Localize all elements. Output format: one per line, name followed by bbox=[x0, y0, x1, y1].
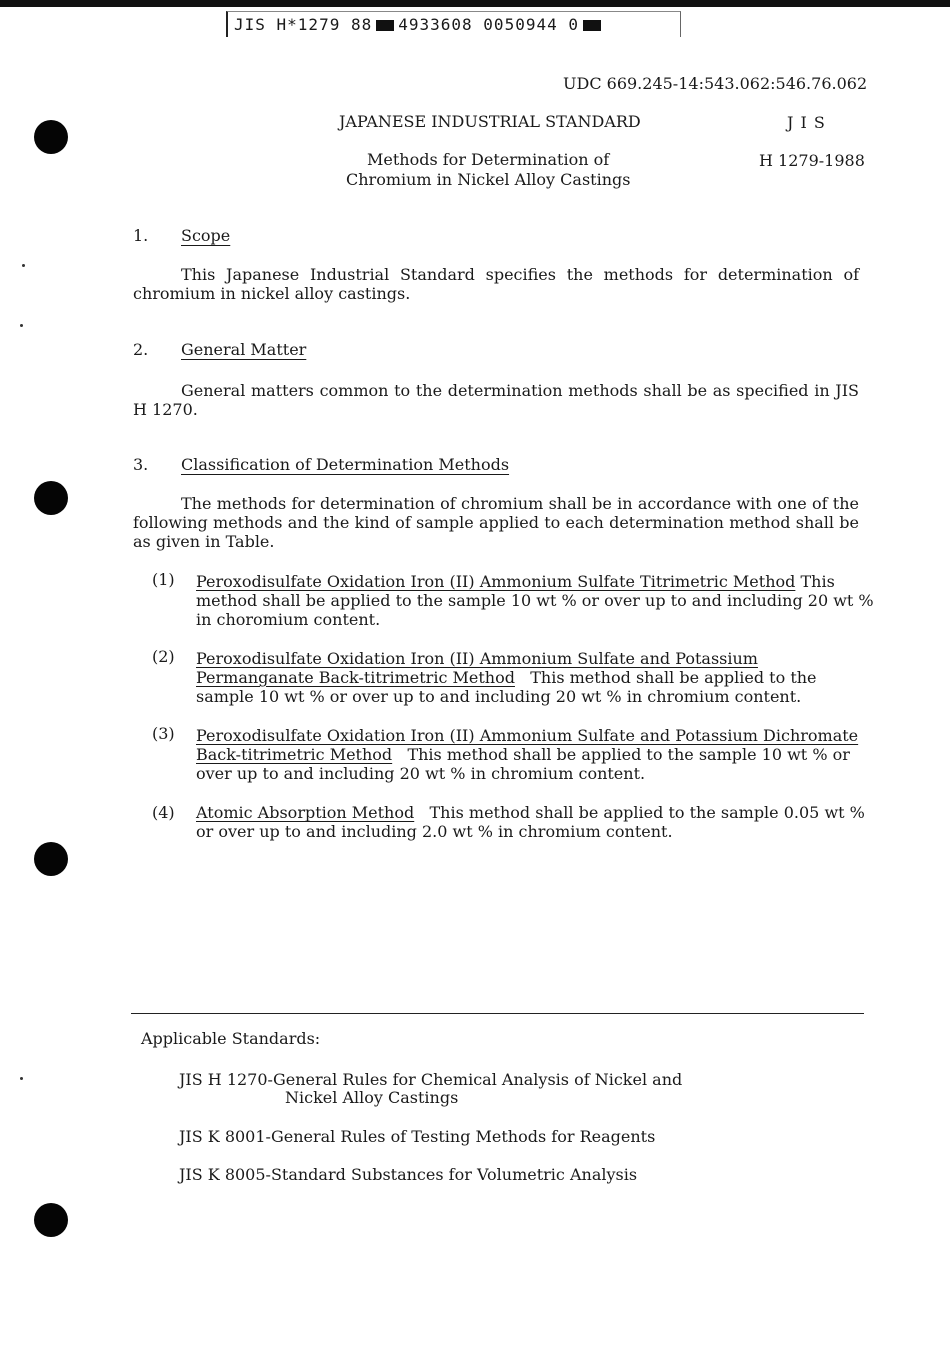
section-body bbox=[133, 265, 859, 303]
method-title: Peroxodisulfate Oxidation Iron (II) Ammonium Sulfate Titrimetric Method bbox=[196, 572, 796, 591]
applicable-standard: JIS K 8005-Standard Substances for Volumetric Analysis bbox=[179, 1165, 638, 1184]
punch-hole bbox=[34, 842, 68, 876]
scan-speck bbox=[22, 264, 25, 267]
section-heading-classification: Classification of Determination Methods bbox=[181, 455, 510, 474]
punch-hole bbox=[34, 481, 68, 515]
standard-title: JAPANESE INDUSTRIAL STANDARD bbox=[339, 112, 641, 131]
applicable-heading: Applicable Standards: bbox=[141, 1029, 321, 1048]
doc-title-line2: Chromium in Nickel Alloy Castings bbox=[346, 170, 631, 189]
method-title: Atomic Absorption Method bbox=[196, 803, 415, 822]
section-body bbox=[133, 381, 859, 419]
section-heading-scope: Scope bbox=[181, 226, 231, 245]
section-body-text: The methods for determination of chromium shall be in accordance with one of the following methods and the kind of sample applied to each determination method shall be as given in Table. bbox=[133, 494, 859, 551]
method-text: This method shall be applied to the sample 10 wt % or over up to and including 20 wt % in choromium content. bbox=[196, 572, 874, 629]
document-stamp bbox=[226, 11, 681, 37]
redaction-block bbox=[583, 20, 601, 31]
method-item bbox=[196, 572, 876, 629]
footnote-divider bbox=[131, 1013, 864, 1014]
scan-top-border bbox=[0, 0, 950, 7]
method-title: Peroxodisulfate Oxidation Iron (II) Ammonium Sulfate and Potassium Permanganate Back-titrimetric Method bbox=[196, 649, 758, 687]
redaction-block bbox=[376, 20, 394, 31]
section-body-text: This Japanese Industrial Standard specifies the methods for determination of chromium in nickel alloy castings. bbox=[133, 265, 859, 303]
doc-number: H 1279-1988 bbox=[759, 151, 865, 170]
method-number: (2) bbox=[152, 647, 175, 666]
scan-speck bbox=[20, 1077, 23, 1080]
punch-hole bbox=[34, 120, 68, 154]
method-text: This method shall be applied to the sample 0.05 wt % or over up to and including 2.0 wt % in chromium content. bbox=[196, 803, 865, 841]
section-number: 1. bbox=[133, 226, 149, 245]
udc-code: UDC 669.245-14:543.062:546.76.062 bbox=[563, 74, 868, 93]
method-item bbox=[196, 726, 876, 783]
method-number: (1) bbox=[152, 570, 175, 589]
punch-hole bbox=[34, 1203, 68, 1237]
section-body-text: General matters common to the determination methods shall be as specified in JIS H 1270. bbox=[133, 381, 859, 419]
method-text: This method shall be applied to the sample 10 wt % or over up to and including 20 wt % in chromium content. bbox=[196, 668, 817, 706]
stamp-prefix: JIS H*1279 88 bbox=[234, 15, 373, 34]
method-number: (3) bbox=[152, 724, 175, 743]
doc-title-line1: Methods for Determination of bbox=[367, 150, 610, 169]
stamp-code: 4933608 0050944 0 bbox=[398, 15, 579, 34]
method-text: This method shall be applied to the sample 10 wt % or over up to and including 20 wt % in chromium content. bbox=[196, 745, 850, 783]
method-title: Peroxodisulfate Oxidation Iron (II) Ammonium Sulfate and Potassium Dichromate Back-titrimetric Method bbox=[196, 726, 859, 764]
applicable-standard-cont: Nickel Alloy Castings bbox=[285, 1088, 459, 1107]
method-item bbox=[196, 803, 876, 841]
applicable-standard: JIS H 1270-General Rules for Chemical Analysis of Nickel and bbox=[179, 1070, 683, 1089]
jis-label: J I S bbox=[787, 113, 826, 132]
scan-speck bbox=[20, 324, 23, 327]
section-number: 3. bbox=[133, 455, 149, 474]
section-heading-general-matter: General Matter bbox=[181, 340, 307, 359]
method-item bbox=[196, 649, 876, 706]
section-number: 2. bbox=[133, 340, 149, 359]
method-number: (4) bbox=[152, 803, 175, 822]
section-body bbox=[133, 494, 859, 551]
applicable-standard: JIS K 8001-General Rules of Testing Methods for Reagents bbox=[179, 1127, 656, 1146]
